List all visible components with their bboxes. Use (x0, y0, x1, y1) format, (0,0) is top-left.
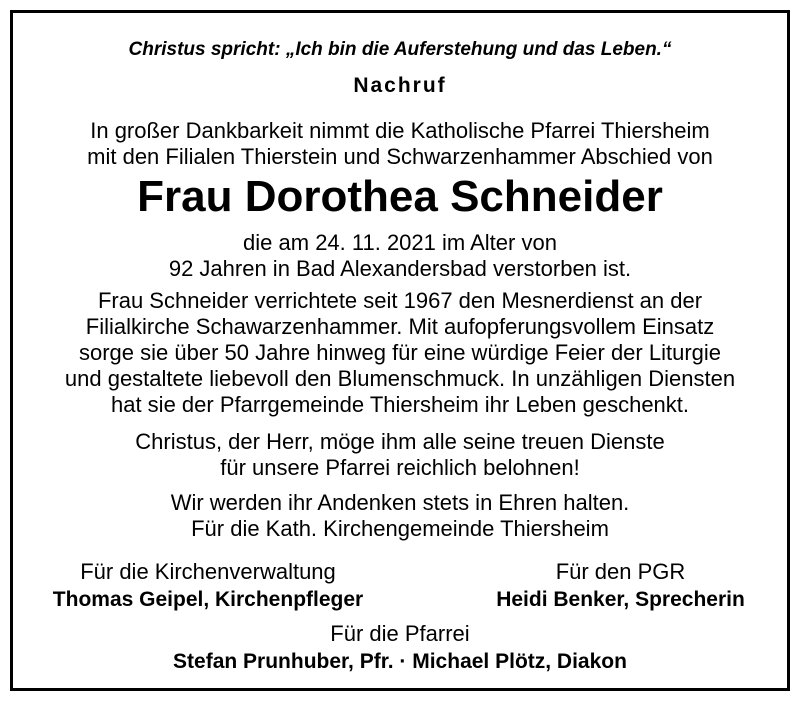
signature-right-role: Für den PGR (555, 559, 686, 584)
signature-center-role: Für die Pfarrei (330, 621, 470, 646)
deceased-name: Frau Dorothea Schneider (137, 172, 663, 221)
death-info-line-2: 92 Jahren in Bad Alexandersbad verstorben ist. (168, 256, 632, 281)
signature-left-name: Thomas Geipel, Kirchenpfleger (52, 588, 364, 611)
tribute-line-5: hat sie der Pfarrgemeinde Thiersheim ihr Leben geschenkt. (110, 392, 690, 417)
signature-left-role: Für die Kirchenverwaltung (80, 559, 336, 584)
closing-line-2: Für die Kath. Kirchengemeinde Thiersheim (191, 516, 609, 541)
tribute-line-3: sorge sie über 50 Jahre hinweg für eine würdige Feier der Liturgie (78, 340, 722, 365)
signature-center-name: Stefan Prunhuber, Pfr. · Michael Plötz, Diakon (173, 650, 627, 673)
closing-line-1: Wir werden ihr Andenken stets in Ehren halten. (170, 490, 630, 515)
blessing-line-2: für unsere Pfarrei reichlich belohnen! (220, 455, 580, 480)
blessing-line-1: Christus, der Herr, möge ihm alle seine treuen Dienste (135, 429, 665, 454)
notice-heading: Nachruf (353, 74, 447, 97)
death-info-line-1: die am 24. 11. 2021 im Alter von (243, 230, 557, 255)
tribute-line-4: und gestaltete liebevoll den Blumenschmuck. In unzähligen Diensten (64, 366, 736, 391)
signature-right-name: Heidi Benker, Sprecherin (496, 588, 745, 611)
intro-line-2: mit den Filialen Thierstein und Schwarzenhammer Abschied von (87, 144, 713, 169)
obituary-notice (10, 10, 790, 691)
tribute-line-2: Filialkirche Schawarzenhammer. Mit aufopferungsvollem Einsatz (85, 314, 715, 339)
bible-verse: Christus spricht: „Ich bin die Auferstehung und das Leben.“ (128, 39, 672, 60)
intro-line-1: In großer Dankbarkeit nimmt die Katholische Pfarrei Thiersheim (90, 118, 710, 143)
tribute-line-1: Frau Schneider verrichtete seit 1967 den Mesnerdienst an der (97, 288, 703, 313)
